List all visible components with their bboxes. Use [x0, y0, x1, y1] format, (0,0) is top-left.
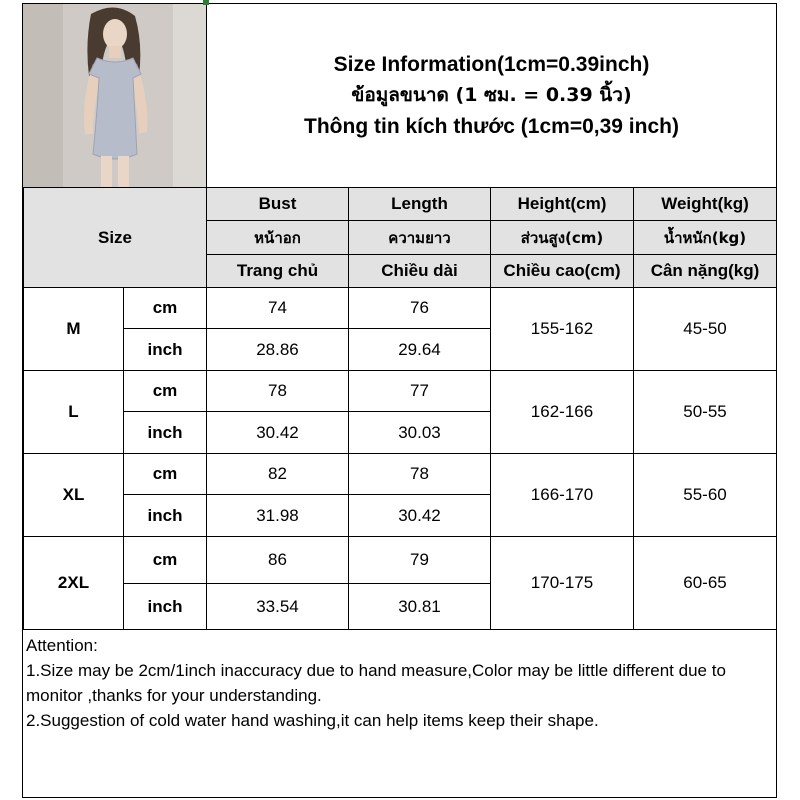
weight-range: 60-65 — [634, 537, 777, 630]
size-name: L — [24, 371, 124, 454]
height-range: 166-170 — [491, 454, 634, 537]
col-weight-vi: Cân nặng(kg) — [634, 255, 777, 288]
length-cm: 78 — [349, 454, 491, 495]
note-line-1: 1.Size may be 2cm/1inch inaccuracy due to hand measure,Color may be little different due to monitor ,thanks for your understanding. — [26, 661, 726, 705]
model-photo — [23, 4, 206, 187]
col-length-th: ความยาว — [349, 221, 491, 255]
height-range: 155-162 — [491, 288, 634, 371]
col-length-en: Length — [349, 188, 491, 221]
title-thai: ข้อมูลขนาด (1 ซม. = 0.39 นิ้ว) — [351, 84, 632, 106]
bust-inch: 33.54 — [207, 584, 349, 630]
length-inch: 29.64 — [349, 329, 491, 371]
bust-cm: 78 — [207, 371, 349, 412]
col-weight-en: Weight(kg) — [634, 188, 777, 221]
col-height-vi: Chiều cao(cm) — [491, 255, 634, 288]
col-weight-th: น้ำหนัก(kg) — [634, 221, 777, 255]
size-name: M — [24, 288, 124, 371]
table-row — [24, 288, 777, 329]
col-bust-th: หน้าอก — [207, 221, 349, 255]
col-length-vi: Chiều dài — [349, 255, 491, 288]
weight-range: 50-55 — [634, 371, 777, 454]
length-inch: 30.42 — [349, 495, 491, 537]
size-header: Size — [24, 188, 207, 288]
bust-cm: 74 — [207, 288, 349, 329]
corner-marker — [203, 0, 209, 5]
size-name: 2XL — [24, 537, 124, 630]
dress-illustration — [23, 4, 206, 187]
note-line-2: 2.Suggestion of cold water hand washing,it can help items keep their shape. — [26, 711, 599, 730]
weight-range: 55-60 — [634, 454, 777, 537]
title-vietnamese: Thông tin kích thước (1cm=0,39 inch) — [304, 115, 679, 138]
bust-inch: 31.98 — [207, 495, 349, 537]
bust-cm: 86 — [207, 537, 349, 584]
attention-notes — [23, 631, 776, 797]
title-box — [206, 4, 776, 187]
height-range: 162-166 — [491, 371, 634, 454]
length-cm: 79 — [349, 537, 491, 584]
table-row — [24, 371, 777, 412]
length-inch: 30.81 — [349, 584, 491, 630]
length-inch: 30.03 — [349, 412, 491, 454]
size-table — [23, 187, 777, 630]
unit-inch: inch — [124, 329, 207, 371]
length-cm: 76 — [349, 288, 491, 329]
table-row — [24, 454, 777, 495]
unit-inch: inch — [124, 495, 207, 537]
col-bust-vi: Trang chủ — [207, 255, 349, 288]
length-cm: 77 — [349, 371, 491, 412]
unit-inch: inch — [124, 584, 207, 630]
bust-inch: 28.86 — [207, 329, 349, 371]
table-row — [24, 537, 777, 584]
unit-cm: cm — [124, 371, 207, 412]
bust-cm: 82 — [207, 454, 349, 495]
unit-cm: cm — [124, 537, 207, 584]
size-chart — [22, 3, 777, 798]
height-range: 170-175 — [491, 537, 634, 630]
notes-heading: Attention: — [26, 636, 98, 655]
col-height-th: ส่วนสูง(cm) — [491, 221, 634, 255]
unit-inch: inch — [124, 412, 207, 454]
col-height-en: Height(cm) — [491, 188, 634, 221]
weight-range: 45-50 — [634, 288, 777, 371]
title-english: Size Information(1cm=0.39inch) — [333, 53, 650, 76]
unit-cm: cm — [124, 288, 207, 329]
bust-inch: 30.42 — [207, 412, 349, 454]
col-bust-en: Bust — [207, 188, 349, 221]
unit-cm: cm — [124, 454, 207, 495]
size-name: XL — [24, 454, 124, 537]
